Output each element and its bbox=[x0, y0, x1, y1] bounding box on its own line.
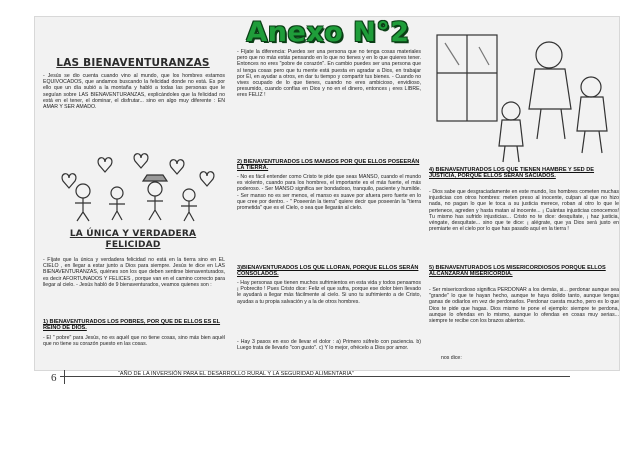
scanned-annex-sheet bbox=[34, 16, 620, 371]
heading-misericordiosos: 5) BIENAVENTURADOS LOS MISERICORDIOSOS PORQUE ELLOS ALCANZARÁN MISERICORDIA. bbox=[429, 265, 606, 278]
misericordia-paragraph: - Ser misericordioso significa PERDONAR a los demás, si... perdonar aunque sea "grande" lo que te hayan hecho, aunque te haya dolido tanto, aunque tengas ganas de odiarlos en vez de perdonarlos. Perdonar cuesta mucho, pero es lo que Dios te pide que hagas. Dios mismo te pone el ejemplo: siempre te perdona, aunque lo ofendas en lo mismo, aunque lo ofendas en cosas muy serias... siempre te recibe con los brazos abiertos. bbox=[429, 287, 619, 325]
lloran-paragraph: - Hay personas que tienen muchos sufrimientos en esta vida y todos pensamos ¡ Pobrecito ! Pues Cristo dice: Feliz el que sufra, porque ese dolor bien llevado le ayudará a llegar más fácilmente al cielo. Si uno tu sufrimiento a de Cristo, ayudas a tu propia salvación y a la de otros hombres. bbox=[237, 280, 421, 305]
page-number-divider bbox=[64, 370, 65, 384]
heading-mansos: 2) BIENAVENTURADOS LOS MANSOS POR QUE ELLOS POSEERÁN LA TIERRA. bbox=[237, 159, 420, 172]
window-children-illustration bbox=[431, 25, 617, 165]
title-bienaventuranzas: LAS BIENAVENTURANZAS bbox=[56, 57, 210, 69]
closing-line: nos dice: bbox=[441, 355, 462, 361]
heading-pobres: 1) BIENAVENTURADOS LOS POBRES, POR QUE DE ELLOS ES EL REINO DE DIOS. bbox=[43, 319, 221, 332]
heading-hambre-justicia: 4) BIENAVENTURADOS LOS QUE TIENEN HAMBRE Y SED DE JUSTICIA, PORQUE ELLOS SERÁN SACIADOS. bbox=[429, 167, 595, 180]
diferencia-paragraph: - Fíjate la diferencia: Puedes ser una persona que no tenga cosas materiales pero que no más estás pensando en lo que no tienes y en lo que quieres tener. Entonces no eres "pobre de corazón". En cambio puedes ser una persona que sí tenga cosas pero que tu mente está puesta en agradar a Dios, en trabajar por Él, en ayudar a otros, en dar tu tiempo y compartir tus bienes. - Cuando no vives ocupado de lo que tienes, cuando no eres ambicioso, envidioso, presumido, cuando confías en Dios y no en el dinero, entonces ¡ eres LIBRE, eres FELIZ ! bbox=[237, 49, 421, 99]
children-hearts-illustration bbox=[43, 151, 225, 223]
felicidad-paragraph: - Fíjate que la única y verdadera felicidad no está en la tierra sino en EL CIELO , en llegar a estar junto a Dios para siempre. Jesús te dice en LAS BIENAVENTURANZAS, quiénes son los que deben sentirse bienaventurados, es decir AFORTUNADOS Y FELICES , porque van en el camino correcto para llegar al cielo. - Jesús habló de 9 bienaventurados, veamos quienes son : bbox=[43, 257, 225, 288]
footer-slogan: “AÑO DE LA INVERSIÓN PARA EL DESARROLLO RURAL Y LA SEGURIDAD ALIMENTARIA” bbox=[118, 371, 354, 377]
title-unica-felicidad: LA ÚNICA Y VERDADERA FELICIDAD bbox=[69, 229, 197, 250]
page-number: 6 bbox=[51, 372, 57, 384]
annex-banner-title: Anexo N°2 bbox=[246, 16, 410, 48]
column-middle bbox=[233, 17, 423, 370]
column-right bbox=[427, 17, 620, 370]
column-left bbox=[35, 17, 231, 370]
pobres-paragraph: - El " pobre" para Jesús, no es aquél que no tiene cosas, sino más bien aquél que no tiene su corazón puesto en las cosas. bbox=[43, 335, 225, 348]
heading-lloran: 3)BIENAVENTURADOS LOS QUE LLORAN, PORQUE ELLOS SERÁN CONSOLADOS. bbox=[237, 265, 419, 278]
pasos-paragraph: - Hay 3 pasos en eso de llevar el dolor : a) Primero súfrelo con paciencia. b) Luego trata de llevarlo "con gusto". c) Y lo mejor, ofrécelo a Dios por amor. bbox=[237, 339, 421, 352]
justicia-paragraph: - Dios sabe que desgraciadamente en este mundo, los hombres cometen muchas injusticias con otros hombres: meten preso al inocente, culpan al que no hizo nada, no pagan lo que le toca a su justicia merece, roban al otro lo que le pertenece, agreden y hasta matan al inocente... ¡ Cuántas injusticias conocemos! Tu mismo has sufrido injusticias... Cristo no te dice: desquítate, ¡ haz justicia, véngate, desquítate... sino que te dice: ¡ alégrate, que ya Dios será justo en premiarte en el cielo por lo que has pasado aquí en la tierra ! bbox=[429, 189, 619, 233]
mansos-paragraph: - No es fácil entender como Cristo te pide que seas MANSO, cuando el mundo es violento, cuando para los hombres, el importante es el más fuerte, el más poderoso. - Ser MANSO significa ser bondadoso, tranquilo, paciente y humilde. - Ser manso no es ser menos, el manso es suave por afuera pero fuerte en lo que cree por dentro. - " Poseerán la tierra" quiere decir que poseerán la "tierra prometida" que es el Cielo, o sea que llegarán al cielo. bbox=[237, 174, 421, 212]
intro-paragraph: - Jesús se dio cuenta cuando vino al mundo, que los hombres estamos EQUIVOCADOS, que andamos buscando la felicidad donde no está. Es por ello que un día subió a la montaña y habló a todas las personas que le seguían sobre LAS BIENAVENTURANZAS, explicándoles que la felicidad no está en el tener, el dominar, el disfrutar... sino en algo muy diferente : EN AMAR Y SER AMADO. bbox=[43, 73, 225, 111]
